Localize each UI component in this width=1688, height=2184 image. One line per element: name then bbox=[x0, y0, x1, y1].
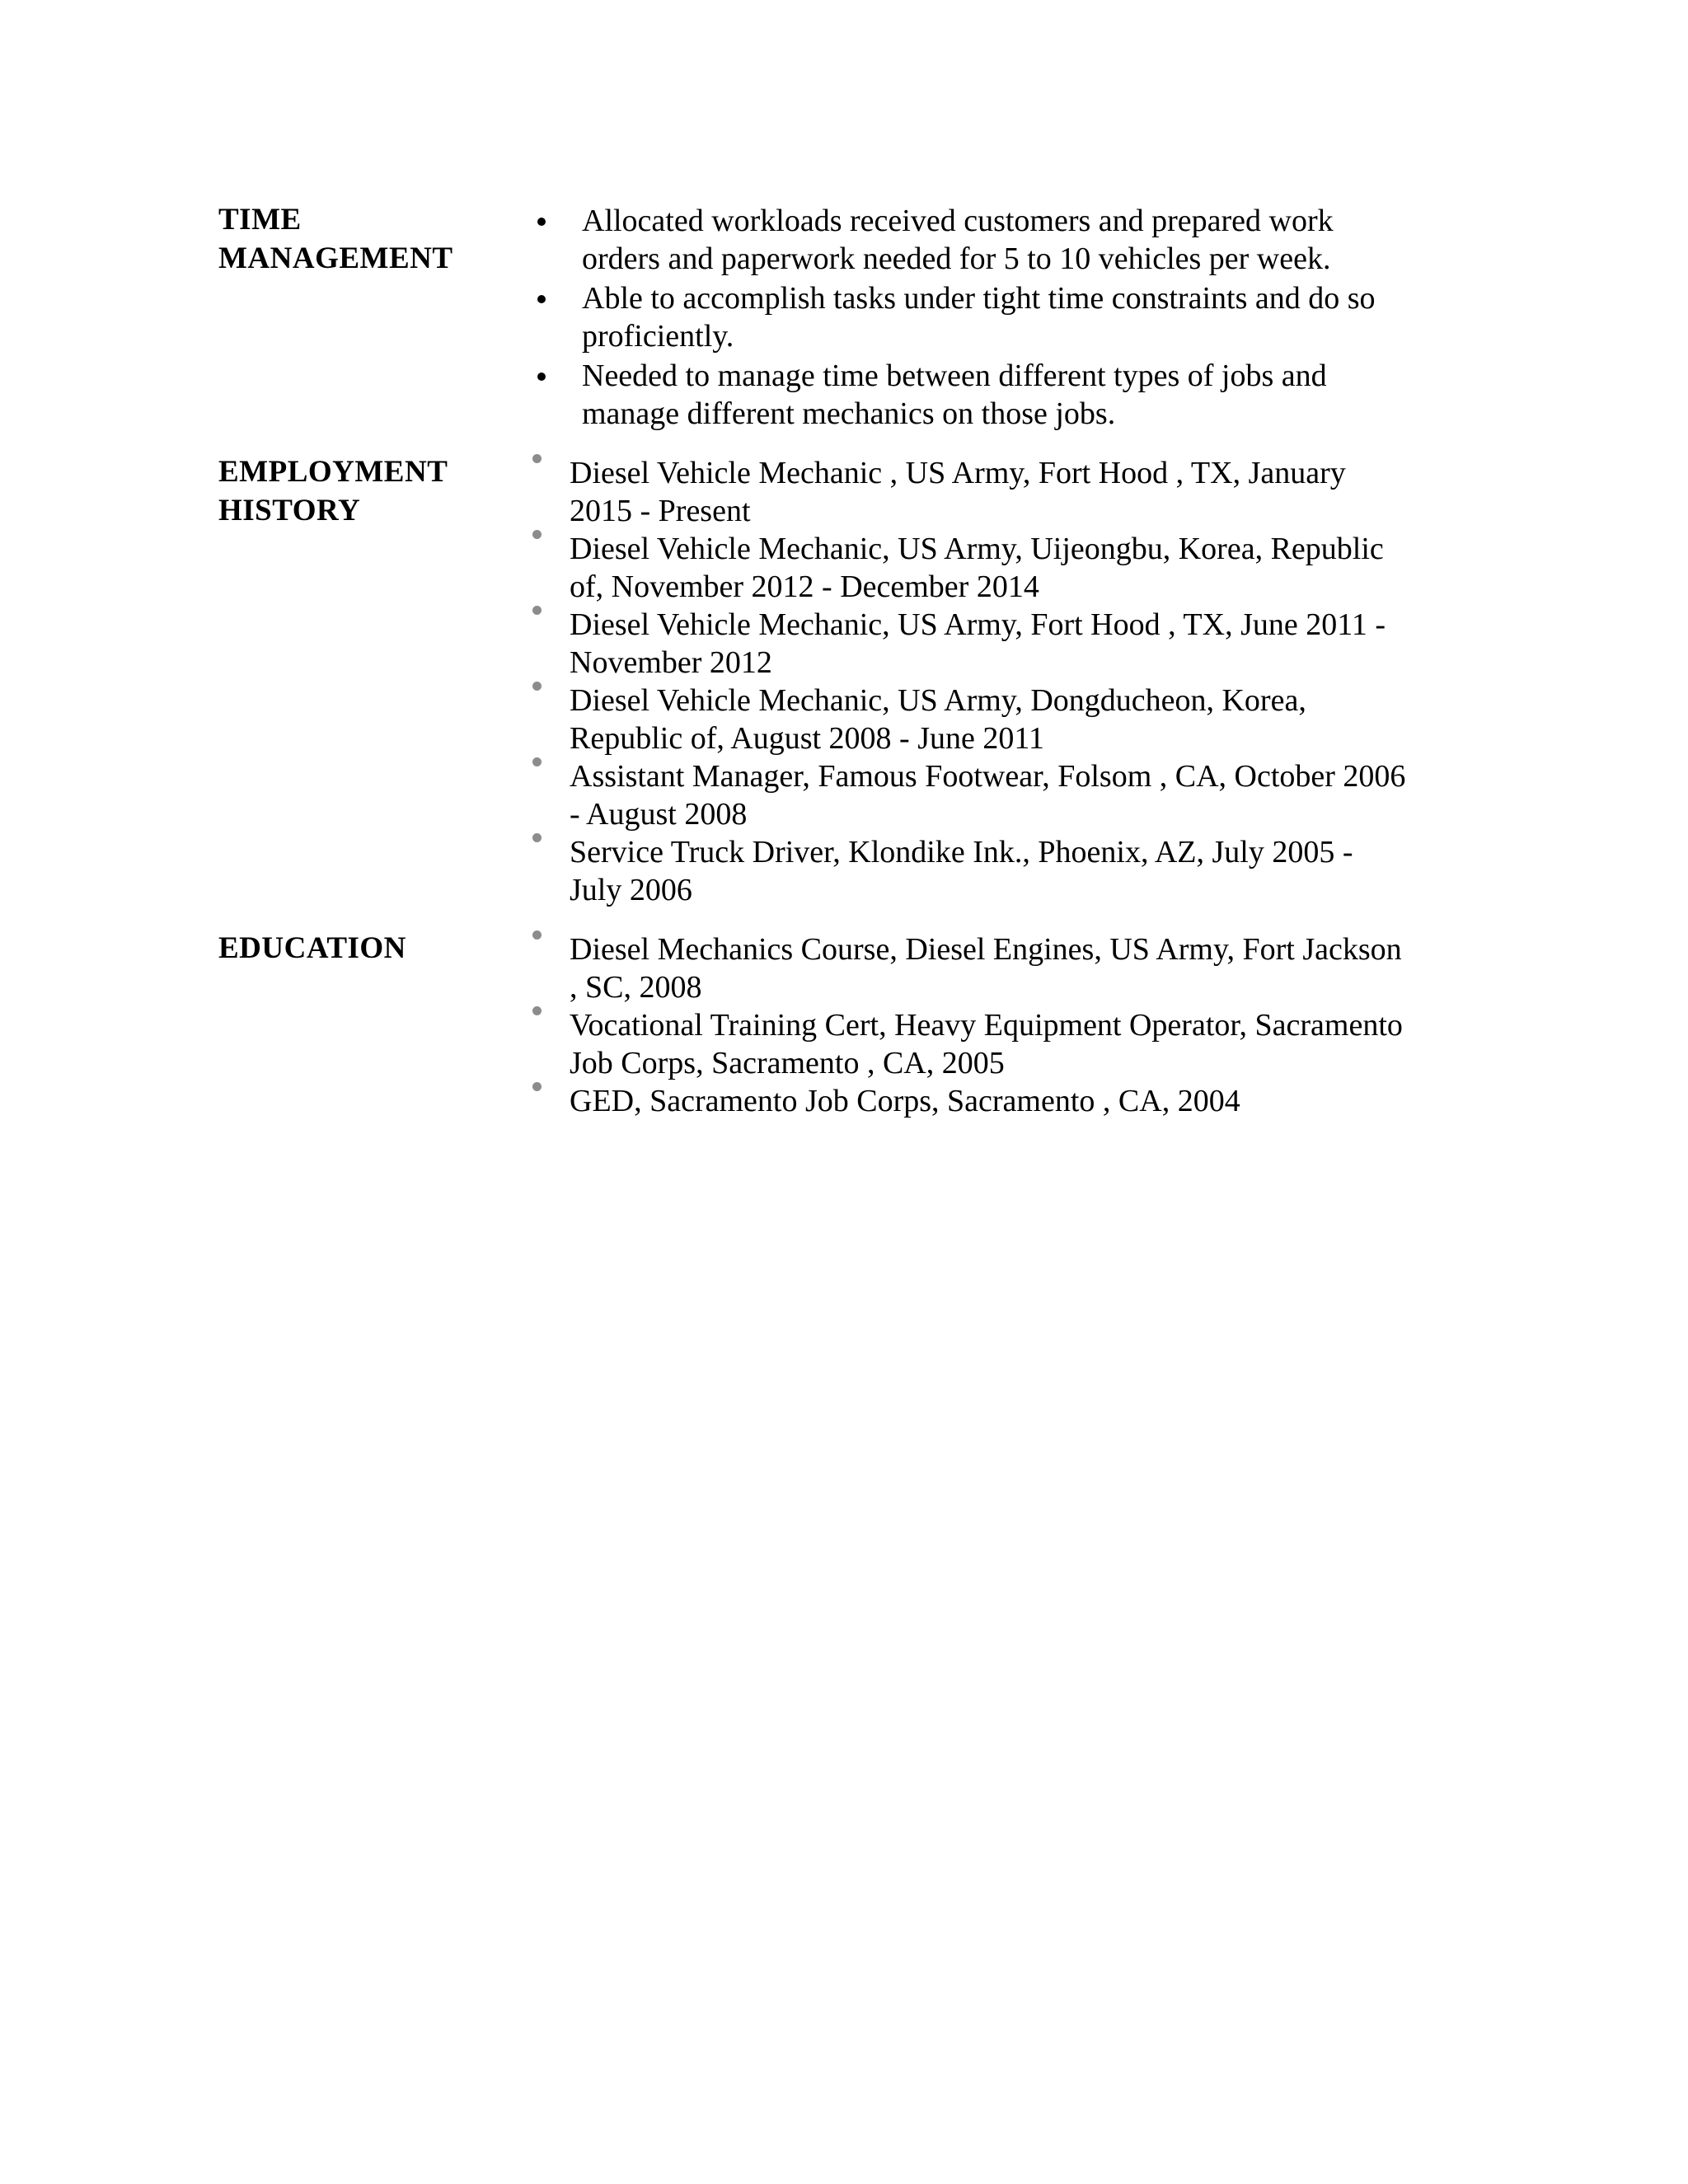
item-text-line: Diesel Vehicle Mechanic, US Army, Dongducheon, Korea, bbox=[570, 683, 1306, 718]
bullet-icon bbox=[537, 295, 546, 303]
section-heading-education bbox=[218, 929, 490, 968]
item-text-line: of, November 2012 - December 2014 bbox=[570, 569, 1039, 604]
item-text-line: Needed to manage time between different types of jobs and bbox=[582, 359, 1327, 393]
bullet-icon bbox=[532, 833, 542, 842]
list-item bbox=[532, 357, 1456, 433]
list-item bbox=[532, 454, 1464, 530]
item-text-line: orders and paperwork needed for 5 to 10 vehicles per week. bbox=[582, 241, 1331, 276]
item-text-line: July 2006 bbox=[570, 873, 692, 907]
list-item bbox=[532, 757, 1464, 833]
bullet-icon bbox=[537, 218, 546, 226]
education-list bbox=[532, 930, 1464, 1120]
employment-history-list bbox=[532, 454, 1464, 909]
item-text-line: Diesel Mechanics Course, Diesel Engines, US Army, Fort Jackson bbox=[570, 932, 1402, 967]
item-text-line: Diesel Vehicle Mechanic , US Army, Fort Hood , TX, January bbox=[570, 456, 1346, 490]
item-text-line: Able to accomplish tasks under tight time constraints and do so bbox=[582, 281, 1376, 316]
list-item bbox=[532, 606, 1464, 682]
time-management-list bbox=[532, 202, 1456, 434]
bullet-icon bbox=[532, 930, 542, 940]
list-item bbox=[532, 530, 1464, 606]
list-item bbox=[532, 279, 1456, 355]
heading-line: EMPLOYMENT bbox=[218, 455, 448, 489]
item-text-line: Diesel Vehicle Mechanic, US Army, Fort Hood , TX, June 2011 - bbox=[570, 607, 1386, 642]
item-text-line: 2015 - Present bbox=[570, 494, 751, 528]
heading-line: EDUCATION bbox=[218, 931, 406, 965]
bullet-icon bbox=[532, 454, 542, 463]
item-text-line: Diesel Vehicle Mechanic, US Army, Uijeongbu, Korea, Republic bbox=[570, 532, 1384, 566]
list-item bbox=[532, 930, 1464, 1006]
bullet-icon bbox=[532, 606, 542, 615]
bullet-icon bbox=[532, 682, 542, 691]
heading-line: HISTORY bbox=[218, 494, 361, 527]
item-text-line: Allocated workloads received customers and prepared work bbox=[582, 204, 1334, 238]
item-text-line: Service Truck Driver, Klondike Ink., Phoenix, AZ, July 2005 - bbox=[570, 835, 1353, 869]
list-item bbox=[532, 202, 1456, 278]
item-text-line: Vocational Training Cert, Heavy Equipment Operator, Sacramento bbox=[570, 1008, 1403, 1043]
bullet-icon bbox=[532, 1082, 542, 1091]
section-heading-time-management bbox=[218, 200, 490, 278]
list-item bbox=[532, 682, 1464, 757]
list-item bbox=[532, 833, 1464, 909]
list-item bbox=[532, 1082, 1464, 1120]
bullet-icon bbox=[532, 530, 542, 539]
item-text-line: GED, Sacramento Job Corps, Sacramento , CA, 2004 bbox=[570, 1084, 1240, 1118]
section-heading-employment-history bbox=[218, 452, 490, 530]
item-text-line: Job Corps, Sacramento , CA, 2005 bbox=[570, 1046, 1005, 1080]
item-text-line: , SC, 2008 bbox=[570, 970, 702, 1005]
item-text-line: manage different mechanics on those jobs. bbox=[582, 396, 1116, 431]
bullet-icon bbox=[532, 757, 542, 766]
list-item bbox=[532, 1006, 1464, 1082]
heading-line: MANAGEMENT bbox=[218, 241, 453, 275]
item-text-line: Assistant Manager, Famous Footwear, Folsom , CA, October 2006 bbox=[570, 759, 1406, 794]
item-text-line: - August 2008 bbox=[570, 797, 748, 832]
heading-line: TIME bbox=[218, 203, 302, 237]
bullet-icon bbox=[537, 373, 546, 381]
item-text-line: proficiently. bbox=[582, 319, 734, 354]
bullet-icon bbox=[532, 1006, 542, 1015]
item-text-line: November 2012 bbox=[570, 645, 772, 680]
item-text-line: Republic of, August 2008 - June 2011 bbox=[570, 721, 1044, 756]
